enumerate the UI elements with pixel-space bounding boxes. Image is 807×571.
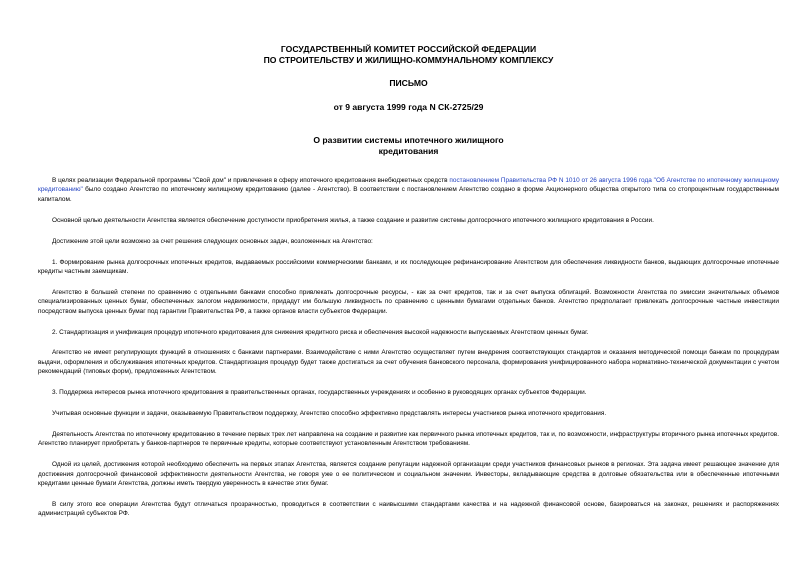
document-type: ПИСЬМО: [389, 78, 428, 88]
paragraph-1-text-end: было создано Агентство по ипотечному жилищному кредитованию (далее - Агентство). В соответствии с постановлением Агентство создано в форме Акционерного общества открытого типа со стопроцентным государственным капиталом.: [38, 186, 779, 203]
paragraph-1: [38, 176, 779, 204]
issuer-line-2: ПО СТРОИТЕЛЬСТВУ И ЖИЛИЩНО-КОММУНАЛЬНОМУ КОМПЛЕКСУ: [263, 55, 554, 65]
document-header: [38, 44, 779, 113]
paragraph-9: Учитывая основные функции и задачи, оказываемую Правительством поддержку, Агентство способно эффективно представлять интересы участников рынка ипотечного кредитования.: [52, 410, 607, 418]
paragraph-1-text-start: В целях реализации Федеральной программы "Свой дом" и привлечения в сферу ипотечного кредитования внебюджетных средств: [52, 177, 450, 184]
document-date-number: от 9 августа 1999 года N СК-2725/29: [333, 102, 484, 112]
paragraph-5: Агентство в большей степени по сравнению с отдельными банками способно привлекать долгосрочные ресурсы, - как за счет кредитов, так и за счет выпуска облигаций. Возможности Агентства по эмиссии значительных объемов специализированных ценных бумаг, обеспеченных залогом недвижимости, придадут им большую ликвидность по сравнению с ценными бумагами отдельных банков. Агентство предполагает привлекать долгосрочные частные инвестиции посредством выпуска ценных бумаг под гарантии Правительства РФ, а также органов власти субъектов Федерации.: [38, 288, 779, 315]
decree-link[interactable]: постановлением Правительства РФ N 1010 от 26 августа 1996 года "Об Агентстве по ипотечному жилищному кредитованию": [38, 177, 779, 194]
document-subject: [38, 135, 779, 156]
paragraph-10: Деятельность Агентства по ипотечному кредитованию в течение первых трех лет направлена на создание и развитие как первичного рынка ипотечных кредитов, так и, по возможности, инфраструктуры вторичного рынка ипотечных кредитов. Агентство планирует приобретать у банков-партнеров те первичные кредиты, которые соответствуют установленным Агентством требованиям.: [38, 431, 779, 448]
subject-line-1: О развитии системы ипотечного жилищного: [313, 135, 504, 145]
subject-line-2: кредитования: [378, 145, 439, 156]
paragraph-3: Достижение этой цели возможно за счет решения следующих основных задач, возложенных на Агентство:: [52, 237, 373, 245]
paragraph-2: Основной целью деятельности Агентства является обеспечение доступности приобретения жилья, а также создание и развитие системы долгосрочного ипотечного жилищного кредитования в России.: [52, 216, 654, 224]
paragraph-6: 2. Стандартизация и унификация процедур ипотечного кредитования для снижения кредитного риска и обеспечения высокой надежности выпускаемых Агентством ценных бумаг.: [52, 328, 589, 336]
paragraph-8: 3. Поддержка интересов рынка ипотечного кредитования в правительственных органах, государственных учреждениях и особенно в руководящих органах субъектов Федерации.: [52, 389, 587, 397]
paragraph-12: В силу этого все операции Агентства будут отличаться прозрачностью, проводиться в соответствии с наивысшими стандартами качества и на надежной финансовой основе, базироваться на законах, решениях и распоряжениях администраций субъектов РФ.: [38, 501, 779, 518]
paragraph-11: Одной из целей, достижения которой необходимо обеспечить на первых этапах Агентства, является создание репутации надежной организации среди участников финансовых рынков в регионах. Эта задача имеет решающее значение для достижения долгосрочной финансовой эффективности деятельности Агентства, не говоря уже о ее политическом и социальном значении. Инвесторы, вкладывающие средства в долговые обязательства или в обеспеченные ипотечными кредитами ценные бумаги Агентства, должны иметь твердую уверенность в качестве этих бумаг.: [38, 461, 779, 488]
paragraph-4: 1. Формирование рынка долгосрочных ипотечных кредитов, выдаваемых российскими коммерческими банками, и их последующее рефинансирование Агентством для обеспечения ликвидности банков, выдающих долгосрочные ипотечные кредиты частным заемщикам.: [38, 258, 779, 275]
issuer-line-1: ГОСУДАРСТВЕННЫЙ КОМИТЕТ РОССИЙСКОЙ ФЕДЕРАЦИИ: [280, 44, 537, 54]
paragraph-7: Агентство не имеет регулирующих функций в отношениях с банками партнерами. Взаимодействие с ними Агентство осуществляет путем внедрения соответствующих стандартов и оказания методической помощи банкам по процедурам выдачи, оформления и обслуживания ипотечных кредитов. Стандартизация процедур будет также достигаться за счет обучения банковского персонала, формирования унифицированного набора нормативно-технической документации с учетом рекомендаций (типовых форм), предложенных Агентством.: [38, 349, 779, 376]
document-body: [38, 176, 779, 519]
